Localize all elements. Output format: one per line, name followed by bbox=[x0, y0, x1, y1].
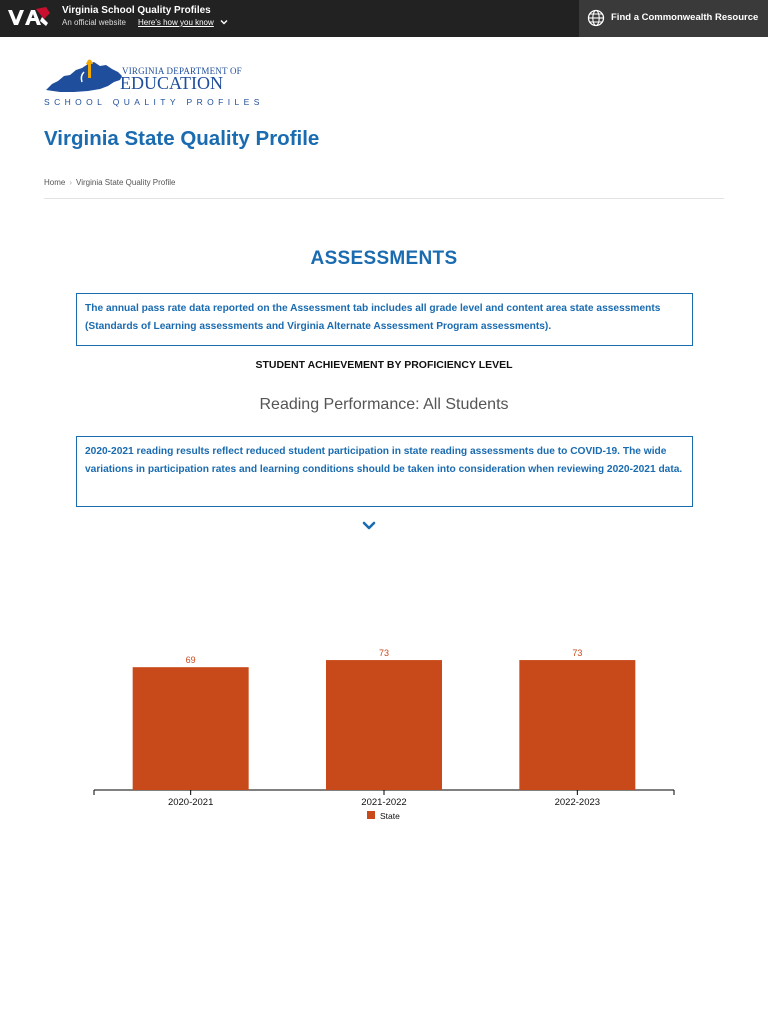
data-label: 69 bbox=[185, 655, 196, 666]
breadcrumb-current: Virginia State Quality Profile bbox=[76, 178, 176, 187]
section-title: ASSESSMENTS bbox=[310, 248, 458, 269]
chevron-down-icon[interactable] bbox=[362, 520, 376, 532]
find-resource-label: Find a Commonwealth Resource bbox=[611, 12, 759, 23]
vdoe-logo[interactable] bbox=[44, 54, 264, 110]
legend-label: State bbox=[380, 811, 400, 821]
data-label: 73 bbox=[572, 648, 583, 659]
covid-note: 2020-2021 reading results reflect reduced student participation in state reading assessments due to COVID-19. The wide variations in participation rates and learning conditions should be taken into consideration when reviewing 2020-2021 data. bbox=[76, 436, 693, 507]
x-tick-label: 2020-2021 bbox=[167, 797, 214, 808]
breadcrumb bbox=[44, 178, 175, 187]
header-divider bbox=[44, 198, 724, 199]
assessment-note: The annual pass rate data reported on the Assessment tab includes all grade level and content area state assessments (Standards of Learning assessments and Virginia Alternate Assessment Program assessments). bbox=[76, 293, 693, 346]
globe-icon bbox=[587, 9, 605, 27]
official-banner bbox=[0, 0, 768, 37]
how-you-know-link[interactable]: Here's how you know bbox=[138, 18, 214, 27]
chevron-down-icon[interactable] bbox=[219, 17, 229, 27]
banner-title: Virginia School Quality Profiles bbox=[62, 5, 211, 16]
breadcrumb-home-link[interactable]: Home bbox=[44, 178, 66, 187]
data-label: 73 bbox=[378, 648, 390, 659]
find-commonwealth-resource-button[interactable] bbox=[579, 0, 768, 37]
reading-performance-chart bbox=[0, 600, 768, 840]
bar-2021-2022 bbox=[326, 660, 442, 790]
bar-2020-2021 bbox=[133, 667, 249, 790]
virginia-logo-icon[interactable] bbox=[6, 5, 52, 31]
legend-swatch bbox=[367, 811, 375, 819]
breadcrumb-separator: › bbox=[69, 178, 73, 187]
page-title: Virginia State Quality Profile bbox=[44, 127, 320, 150]
proficiency-subheading: STUDENT ACHIEVEMENT BY PROFICIENCY LEVEL bbox=[255, 359, 513, 371]
x-tick-label: 2021-2022 bbox=[361, 797, 407, 808]
bar-2022-2023 bbox=[519, 660, 635, 790]
logo-education-text: EDUCATION bbox=[120, 73, 223, 93]
chart-heading: Reading Performance: All Students bbox=[259, 396, 509, 413]
banner-official-text: An official website bbox=[62, 18, 126, 27]
logo-sqp-text: SCHOOL QUALITY PROFILES bbox=[44, 97, 264, 107]
x-tick-label: 2022-2023 bbox=[554, 797, 601, 808]
virginia-state-map-icon bbox=[44, 56, 124, 94]
logo-department-text: VIRGINIA DEPARTMENT OF bbox=[122, 66, 242, 76]
